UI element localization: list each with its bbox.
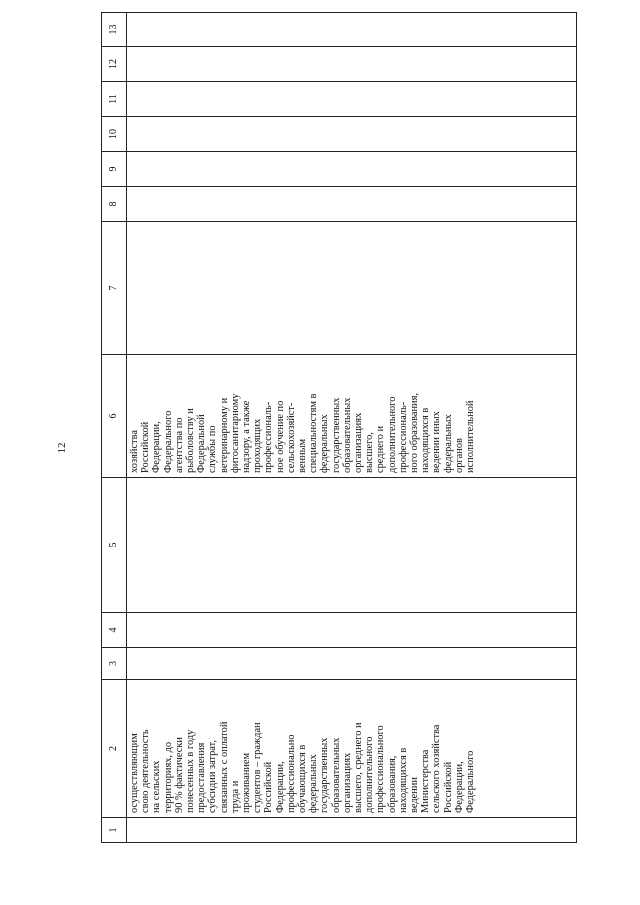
text-line: профессиональ- (263, 401, 275, 473)
cell-col-3 (127, 648, 577, 680)
text-line: сельскохозяйст- (285, 402, 297, 473)
text-line: проходящих (252, 418, 264, 473)
rotated-table-container (101, 24, 577, 843)
text-line: образовательных (341, 397, 353, 473)
text-line: агентства по (173, 417, 185, 473)
cell-col-7 (127, 222, 577, 355)
text-line: Федерации, (151, 421, 163, 473)
text-line: ведении (409, 777, 421, 813)
text-line: рыболовству и (185, 408, 197, 473)
column-header-10: 10 (102, 117, 127, 152)
text-line: Российской (140, 421, 152, 473)
text-line: службы по (207, 425, 219, 473)
text-line: территориях, до (162, 741, 174, 813)
cell-col-10 (127, 117, 577, 152)
text-line: 90 % фактически (173, 737, 185, 813)
text-line: Российской (442, 761, 454, 813)
text-line: хозяйства (129, 430, 140, 473)
text-line: связанных с оплатой (218, 721, 230, 813)
column-header-3: 3 (102, 648, 127, 680)
text-line: Федерации, (453, 761, 465, 813)
text-line: федеральных (442, 414, 454, 473)
text-line: среднего и (375, 425, 387, 473)
column-header-11: 11 (102, 82, 127, 117)
column-header-4: 4 (102, 613, 127, 648)
text-line: Федерации, (274, 761, 286, 813)
column-header-2: 2 (102, 680, 127, 818)
cell-col-1 (127, 818, 577, 843)
text-line: ветеринарному и (218, 397, 230, 473)
text-line: федеральных (308, 754, 320, 813)
text-line: венным (297, 438, 309, 473)
column-header-8: 8 (102, 187, 127, 222)
cell-col-9 (127, 152, 577, 187)
cell-col-6 (127, 355, 577, 478)
text-line: обучающихся в (297, 744, 309, 813)
column-header-7: 7 (102, 222, 127, 355)
text-line: организациях (341, 752, 353, 813)
text-line: высшего, среднего и (353, 722, 365, 813)
text-line: на сельских (151, 760, 163, 813)
text-line: организациях (353, 412, 365, 473)
column-header-1: 1 (102, 818, 127, 843)
cell-col-8 (127, 187, 577, 222)
text-line: понесенных в году (185, 729, 197, 813)
text-line: федеральных (319, 414, 331, 473)
text-line: сельского хозяйства (431, 724, 443, 813)
text-line: Министерства (420, 749, 432, 813)
text-line: надзору, а также (241, 400, 253, 473)
text-line: Российской (263, 761, 275, 813)
text-line: дополнительного (364, 736, 376, 813)
text-line: осуществляющим (129, 733, 140, 813)
text-line: профессиональ- (397, 401, 409, 473)
text-line: специальностям в (308, 393, 320, 473)
column-header-12: 12 (102, 47, 127, 82)
text-line: органов (453, 438, 465, 473)
page-number: 12 (56, 442, 68, 454)
cell-col-4 (127, 613, 577, 648)
text-line: фитосанитарному (229, 393, 241, 473)
text-line: свою деятельность (140, 729, 152, 813)
text-line: государственных (319, 737, 331, 813)
purpose-description-text (127, 355, 476, 477)
text-line: дополнительного (386, 396, 398, 473)
column-header-9: 9 (102, 152, 127, 187)
text-line: проживанием (241, 752, 253, 813)
text-line: находящихся в (420, 407, 432, 473)
column-header-6: 6 (102, 355, 127, 478)
text-line: профессионального (375, 725, 387, 813)
text-line: образования, (386, 755, 398, 813)
column-header-13: 13 (102, 13, 127, 47)
column-header-5: 5 (102, 478, 127, 613)
cell-col-2 (127, 680, 577, 818)
cell-col-11 (127, 82, 577, 117)
text-line: ное обучение по (274, 400, 286, 473)
text-line: профессионально (285, 734, 297, 813)
text-line: государственных (330, 397, 342, 473)
text-line: ного образования, (409, 393, 421, 473)
cell-col-5 (127, 478, 577, 613)
text-line: высшего, (364, 432, 376, 473)
text-line: ведении иных (431, 411, 443, 473)
text-line: образовательных (330, 737, 342, 813)
text-line: Федеральной (196, 414, 208, 473)
text-line: Федерального (465, 750, 477, 813)
cell-col-13 (127, 13, 577, 47)
data-table (101, 12, 577, 843)
recipient-description-text (127, 680, 476, 817)
text-line: находящихся в (397, 747, 409, 813)
cell-col-12 (127, 47, 577, 82)
text-line: студентов – граждан (252, 722, 264, 813)
text-line: субсидии затрат, (207, 739, 219, 813)
table-row (127, 13, 577, 843)
text-line: Федерального (162, 410, 174, 473)
header-row (102, 13, 127, 843)
text-line: труда и (229, 780, 241, 813)
text-line: исполнительной (465, 400, 477, 473)
text-line: предоставления (196, 742, 208, 813)
